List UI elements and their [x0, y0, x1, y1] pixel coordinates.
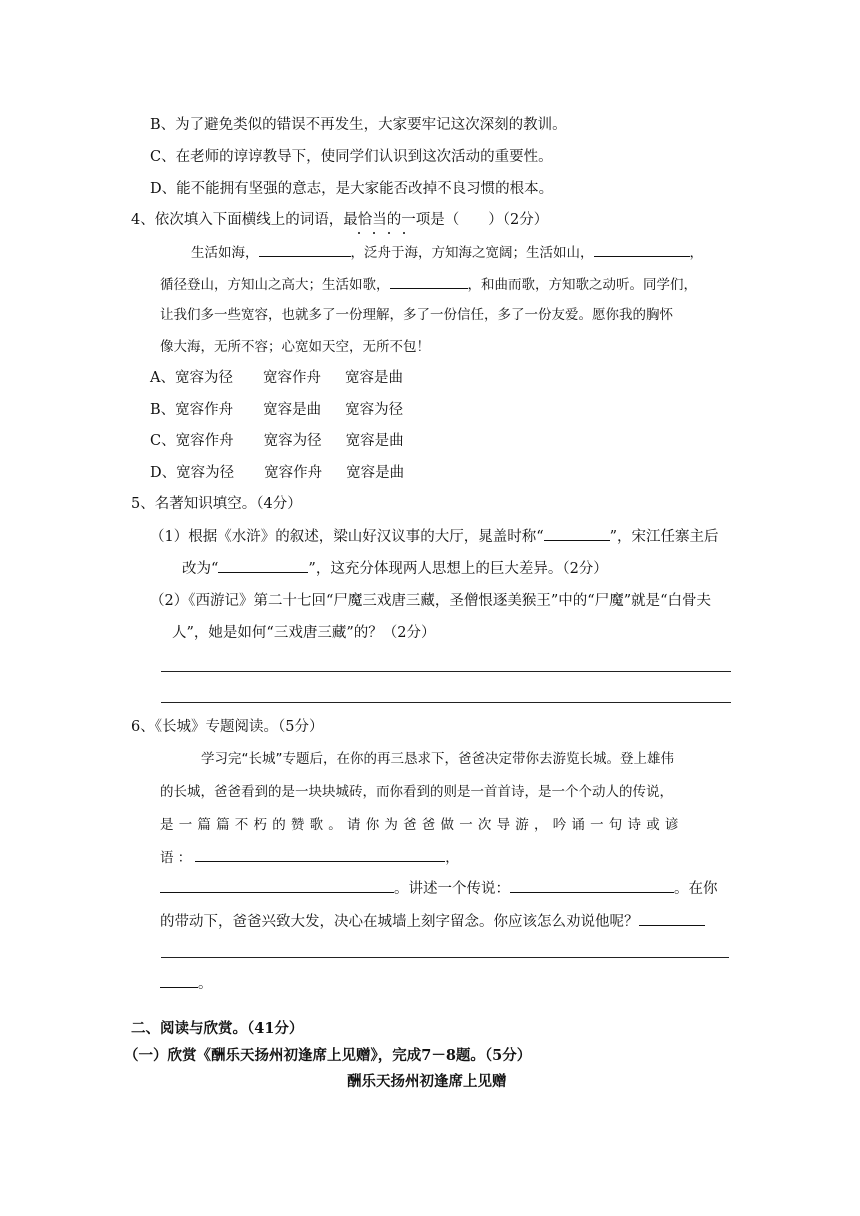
- q4-option-a: A、宽容为径 宽容作舟 宽容是曲: [150, 370, 403, 386]
- q6-passage-line-7: 。: [160, 974, 213, 993]
- q5-sub1-line-2: 改为“ ”，这充分体现两人思想上的巨大差异。（2分）: [182, 561, 608, 577]
- q5-title: 5、名著知识填空。（4分）: [131, 496, 302, 512]
- answer-blank[interactable]: [160, 879, 394, 893]
- q4-option-b: B、宽容作舟 宽容是曲 宽容为径: [150, 402, 404, 418]
- q6-passage-line-2: 的长城，爸爸看到的是一块块城砖，而你看到的则是一首首诗，是一个个动人的传说，: [160, 784, 673, 800]
- answer-blank[interactable]: [390, 275, 468, 289]
- q6-title: 6、《长城》专题阅读。（5分）: [131, 719, 324, 735]
- q4-prompt-emphasis: 最恰当的: [343, 212, 402, 228]
- section-2-heading: 二、阅读与欣赏。（41分）: [131, 1020, 304, 1037]
- emphasis-dot: [358, 232, 360, 234]
- q3-option-d: D、能不能拥有坚强的意志，是大家能否改掉不良习惯的根本。: [150, 181, 554, 197]
- q4-passage-line-4: 像大海，无所不容；心宽如天空，无所不包！: [160, 339, 430, 355]
- q6-passage-line-1: 学习完“长城”专题后，在你的再三恳求下，爸爸决定带你去游览长城。登上雄伟: [201, 751, 674, 767]
- q4-passage-line-3: 让我们多一些宽容，也就多了一份理解，多了一份信任，多了一份友爱。愿你我的胸怀: [160, 307, 673, 323]
- q6-passage-line-3: 是一篇篇不朽的赞歌。请你为爸爸做一次导游，吟诵一句诗或谚: [160, 817, 684, 833]
- q4-option-d: D、宽容为径 宽容作舟 宽容是曲: [150, 465, 405, 481]
- emphasis-dot: [403, 232, 405, 234]
- answer-blank[interactable]: [259, 243, 351, 257]
- q6-passage-line-4: 语 ： ，: [160, 850, 459, 866]
- q5-sub1-line-1: （1）根据《水浒》的叙述，梁山好汉议事的大厅，晁盖时称“ ”，宋江任寨主后: [150, 529, 719, 545]
- q6-passage-line-6: 的带动下，爸爸兴致大发，决心在城墙上刻字留念。你应该怎么劝说他呢？: [160, 912, 705, 931]
- answer-blank[interactable]: [218, 559, 308, 573]
- answer-line[interactable]: [161, 957, 729, 958]
- q4-prompt-pre: 4、依次填入下面横线上的词语，: [131, 212, 344, 228]
- q4-passage-line-2: 循径登山，方知山之高大；生活如歌， ，和曲而歌，方知歌之动听。同学们，: [160, 277, 697, 293]
- poem-title: 酬乐天扬州初逢席上见赠: [347, 1073, 507, 1090]
- q3-option-c: C、在老师的谆谆教导下，使同学们认识到这次活动的重要性。: [150, 149, 553, 165]
- q4-prompt-post: 一项是（ ）（2分）: [401, 212, 549, 228]
- q3-option-b: B、为了避免类似的错误不再发生，大家要牢记这次深刻的教训。: [150, 117, 567, 133]
- q4-prompt: [131, 211, 548, 229]
- answer-line[interactable]: [161, 702, 731, 703]
- emphasis-dot: [388, 232, 390, 234]
- answer-blank[interactable]: [594, 243, 690, 257]
- answer-blank[interactable]: [160, 974, 198, 988]
- q4-passage-line-1: 生活如海， ，泛舟于海，方知海之宽阔；生活如山， ，: [191, 245, 703, 261]
- section-2-subheading: （一）欣赏《酬乐天扬州初逢席上见赠》，完成7－8题。（5分）: [124, 1047, 532, 1064]
- answer-blank[interactable]: [639, 912, 705, 926]
- q5-sub2-line-2: 人”，她是如何“三戏唐三藏”的？（2分）: [172, 625, 436, 641]
- answer-blank[interactable]: [544, 527, 610, 541]
- answer-blank[interactable]: [510, 879, 674, 893]
- emphasis-dot: [373, 232, 375, 234]
- q5-sub2-line-1: （2）《西游记》第二十七回“尸魔三戏唐三藏，圣僧恨逐美猴王”中的“尸魔”就是“白骨夫: [150, 593, 712, 609]
- answer-blank[interactable]: [195, 848, 445, 862]
- q4-option-c: C、宽容作舟 宽容为径 宽容是曲: [150, 433, 404, 449]
- q6-passage-line-5: 。讲述一个传说： 。在你: [160, 879, 718, 898]
- answer-line[interactable]: [161, 671, 731, 672]
